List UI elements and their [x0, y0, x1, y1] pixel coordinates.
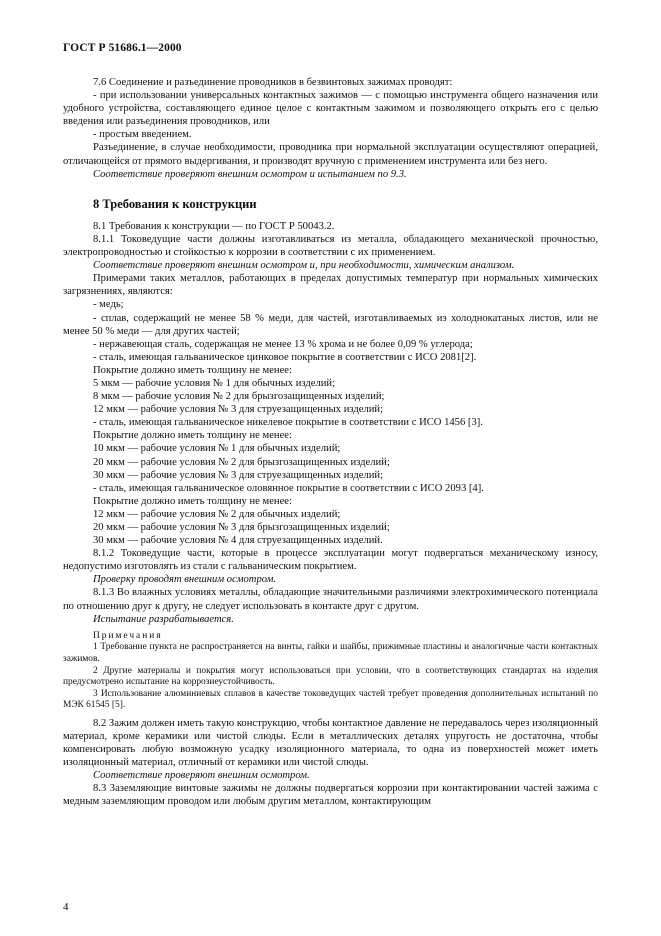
paragraph: Покрытие должно иметь толщину не менее:	[93, 430, 292, 442]
paragraph: 5 мкм — рабочие условия № 1 для обычных изделий;	[93, 377, 336, 389]
paragraph: 8.1 Требования к конструкции — по ГОСТ Р 50043.2.	[93, 220, 335, 232]
paragraph: - сталь, имеющая гальваническое оловянное покрытие в соответствии с ИСО 2093 [4].	[93, 482, 484, 494]
paragraph: Проверку проводят внешним осмотром.	[93, 574, 277, 586]
page-number: 4	[63, 901, 69, 913]
paragraph: 8 мкм — рабочие условия № 2 для брызгозащищенных изделий;	[93, 391, 385, 403]
paragraph: 12 мкм — рабочие условия № 3 для струезащищенных изделий;	[93, 404, 384, 416]
paragraph: Соответствие проверяют внешним осмотром и испытанием по 9.3.	[93, 168, 407, 180]
paragraph: 1 Требование пункта не распространяется на винты, гайки и шайбы, прижимные пластины и аналогичные части контактных зажимов.	[63, 642, 598, 664]
paragraph: - при использовании универсальных контактных зажимов — с помощью инструмента общего назначения или удобного устройства, составляющего единое целое с контактным зажимом и позволяющего открыть его с целью введения или разъединения проводников, или	[63, 90, 598, 128]
paragraph: - нержавеющая сталь, содержащая не менее 13 % хрома и не более 0,09 % углерода;	[93, 338, 473, 350]
paragraph: 12 мкм — рабочие условия № 2 для обычных изделий;	[93, 508, 341, 520]
paragraph: - сталь, имеющая гальваническое цинковое покрытие в соответствии с ИСО 2081[2].	[93, 351, 477, 363]
paragraph: - сталь, имеющая гальваническое никелевое покрытие в соответствии с ИСО 1456 [3].	[93, 417, 483, 429]
document-header: ГОСТ Р 51686.1—2000	[63, 42, 182, 54]
paragraph: 10 мкм — рабочие условия № 1 для обычных изделий;	[93, 443, 341, 455]
paragraph: Покрытие должно иметь толщину не менее:	[93, 495, 292, 507]
paragraph: 8.1.2 Токоведущие части, которые в процессе эксплуатации могут подвергаться механическому износу, недопустимо изготовлять из стали с гальваническим покрытием.	[63, 548, 598, 573]
notes-title: Примечания	[93, 630, 163, 641]
paragraph: 30 мкм — рабочие условия № 3 для струезащищенных изделий;	[93, 469, 384, 481]
paragraph: - медь;	[93, 299, 124, 311]
section-7-6	[63, 76, 598, 181]
paragraph: 8.1.3 Во влажных условиях металлы, обладающие значительными различиями электрохимического потенциала по отношению друг к другу, не следует использовать в контакте друг с другом.	[63, 587, 598, 612]
section-8-2	[63, 717, 598, 809]
section-title: 8 Требования к конструкции	[93, 196, 257, 211]
paragraph: Покрытие должно иметь толщину не менее:	[93, 364, 292, 376]
paragraph: Разъединение, в случае необходимости, проводника при нормальной эксплуатации осуществляют операцией, отличающейся от прямого выдергивания, и производят вручную с применением инструмента или без него.	[63, 142, 598, 167]
paragraph: 7.6 Соединение и разъединение проводников в безвинтовых зажимах проводят:	[93, 77, 453, 88]
section-8-1	[63, 220, 598, 626]
notes-list	[63, 642, 598, 712]
paragraph: Соответствие проверяют внешним осмотром и, при необходимости, химическим анализом.	[93, 260, 515, 272]
paragraph: 8.2 Зажим должен иметь такую конструкцию, чтобы контактное давление не передавалось через изоляционный материал, кроме керамики или чистой слюды. Если в металлических деталях упругость не достаточна, чтобы компенсировать любую возможную усадку изоляционного материала, то одна из поверхностей может иметь изоляционный материал, отличный от керамики или чистой слюды.	[63, 717, 598, 769]
paragraph: - сплав, содержащий не менее 58 % меди, для частей, изготавливаемых из холоднокатаных листов, или не менее 50 % меди — для других частей;	[63, 312, 598, 337]
paragraph: 8.1.1 Токоведущие части должны изготавливаться из металла, обладающего механической прочностью, электропроводностью и стойкостью к коррозии в соответствии с их применением.	[63, 233, 598, 259]
paragraph: Соответствие проверяют внешним осмотром.	[93, 770, 310, 782]
paragraph: 30 мкм — рабочие условия № 4 для струезащищенных изделий.	[93, 535, 383, 547]
paragraph: 2 Другие материалы и покрытия могут использоваться при условии, что в соответствующих стандартах на изделия предусмотрено испытание на коррозиеустойчивость.	[63, 665, 598, 688]
document-body	[63, 76, 598, 809]
paragraph: 3 Использование алюминиевых сплавов в качестве токоведущих частей требует проведения дополнительных испытаний по МЭК 61545 [5].	[63, 688, 598, 711]
paragraph: Примерами таких металлов, работающих в пределах допустимых температур при нормальных химических загрязнениях, являются:	[63, 273, 598, 298]
paragraph: 20 мкм — рабочие условия № 2 для брызгозащищенных изделий;	[93, 456, 390, 468]
paragraph: Испытание разрабатывается.	[93, 613, 234, 625]
paragraph: - простым введением.	[93, 129, 192, 141]
paragraph: 20 мкм — рабочие условия № 3 для брызгозащищенных изделий;	[93, 522, 390, 533]
paragraph: 8.3 Заземляющие винтовые зажимы не должны подвергаться коррозии при контактировании частей зажима с медным заземляющим проводом или любым другим металлом, контактирующим	[63, 783, 598, 808]
